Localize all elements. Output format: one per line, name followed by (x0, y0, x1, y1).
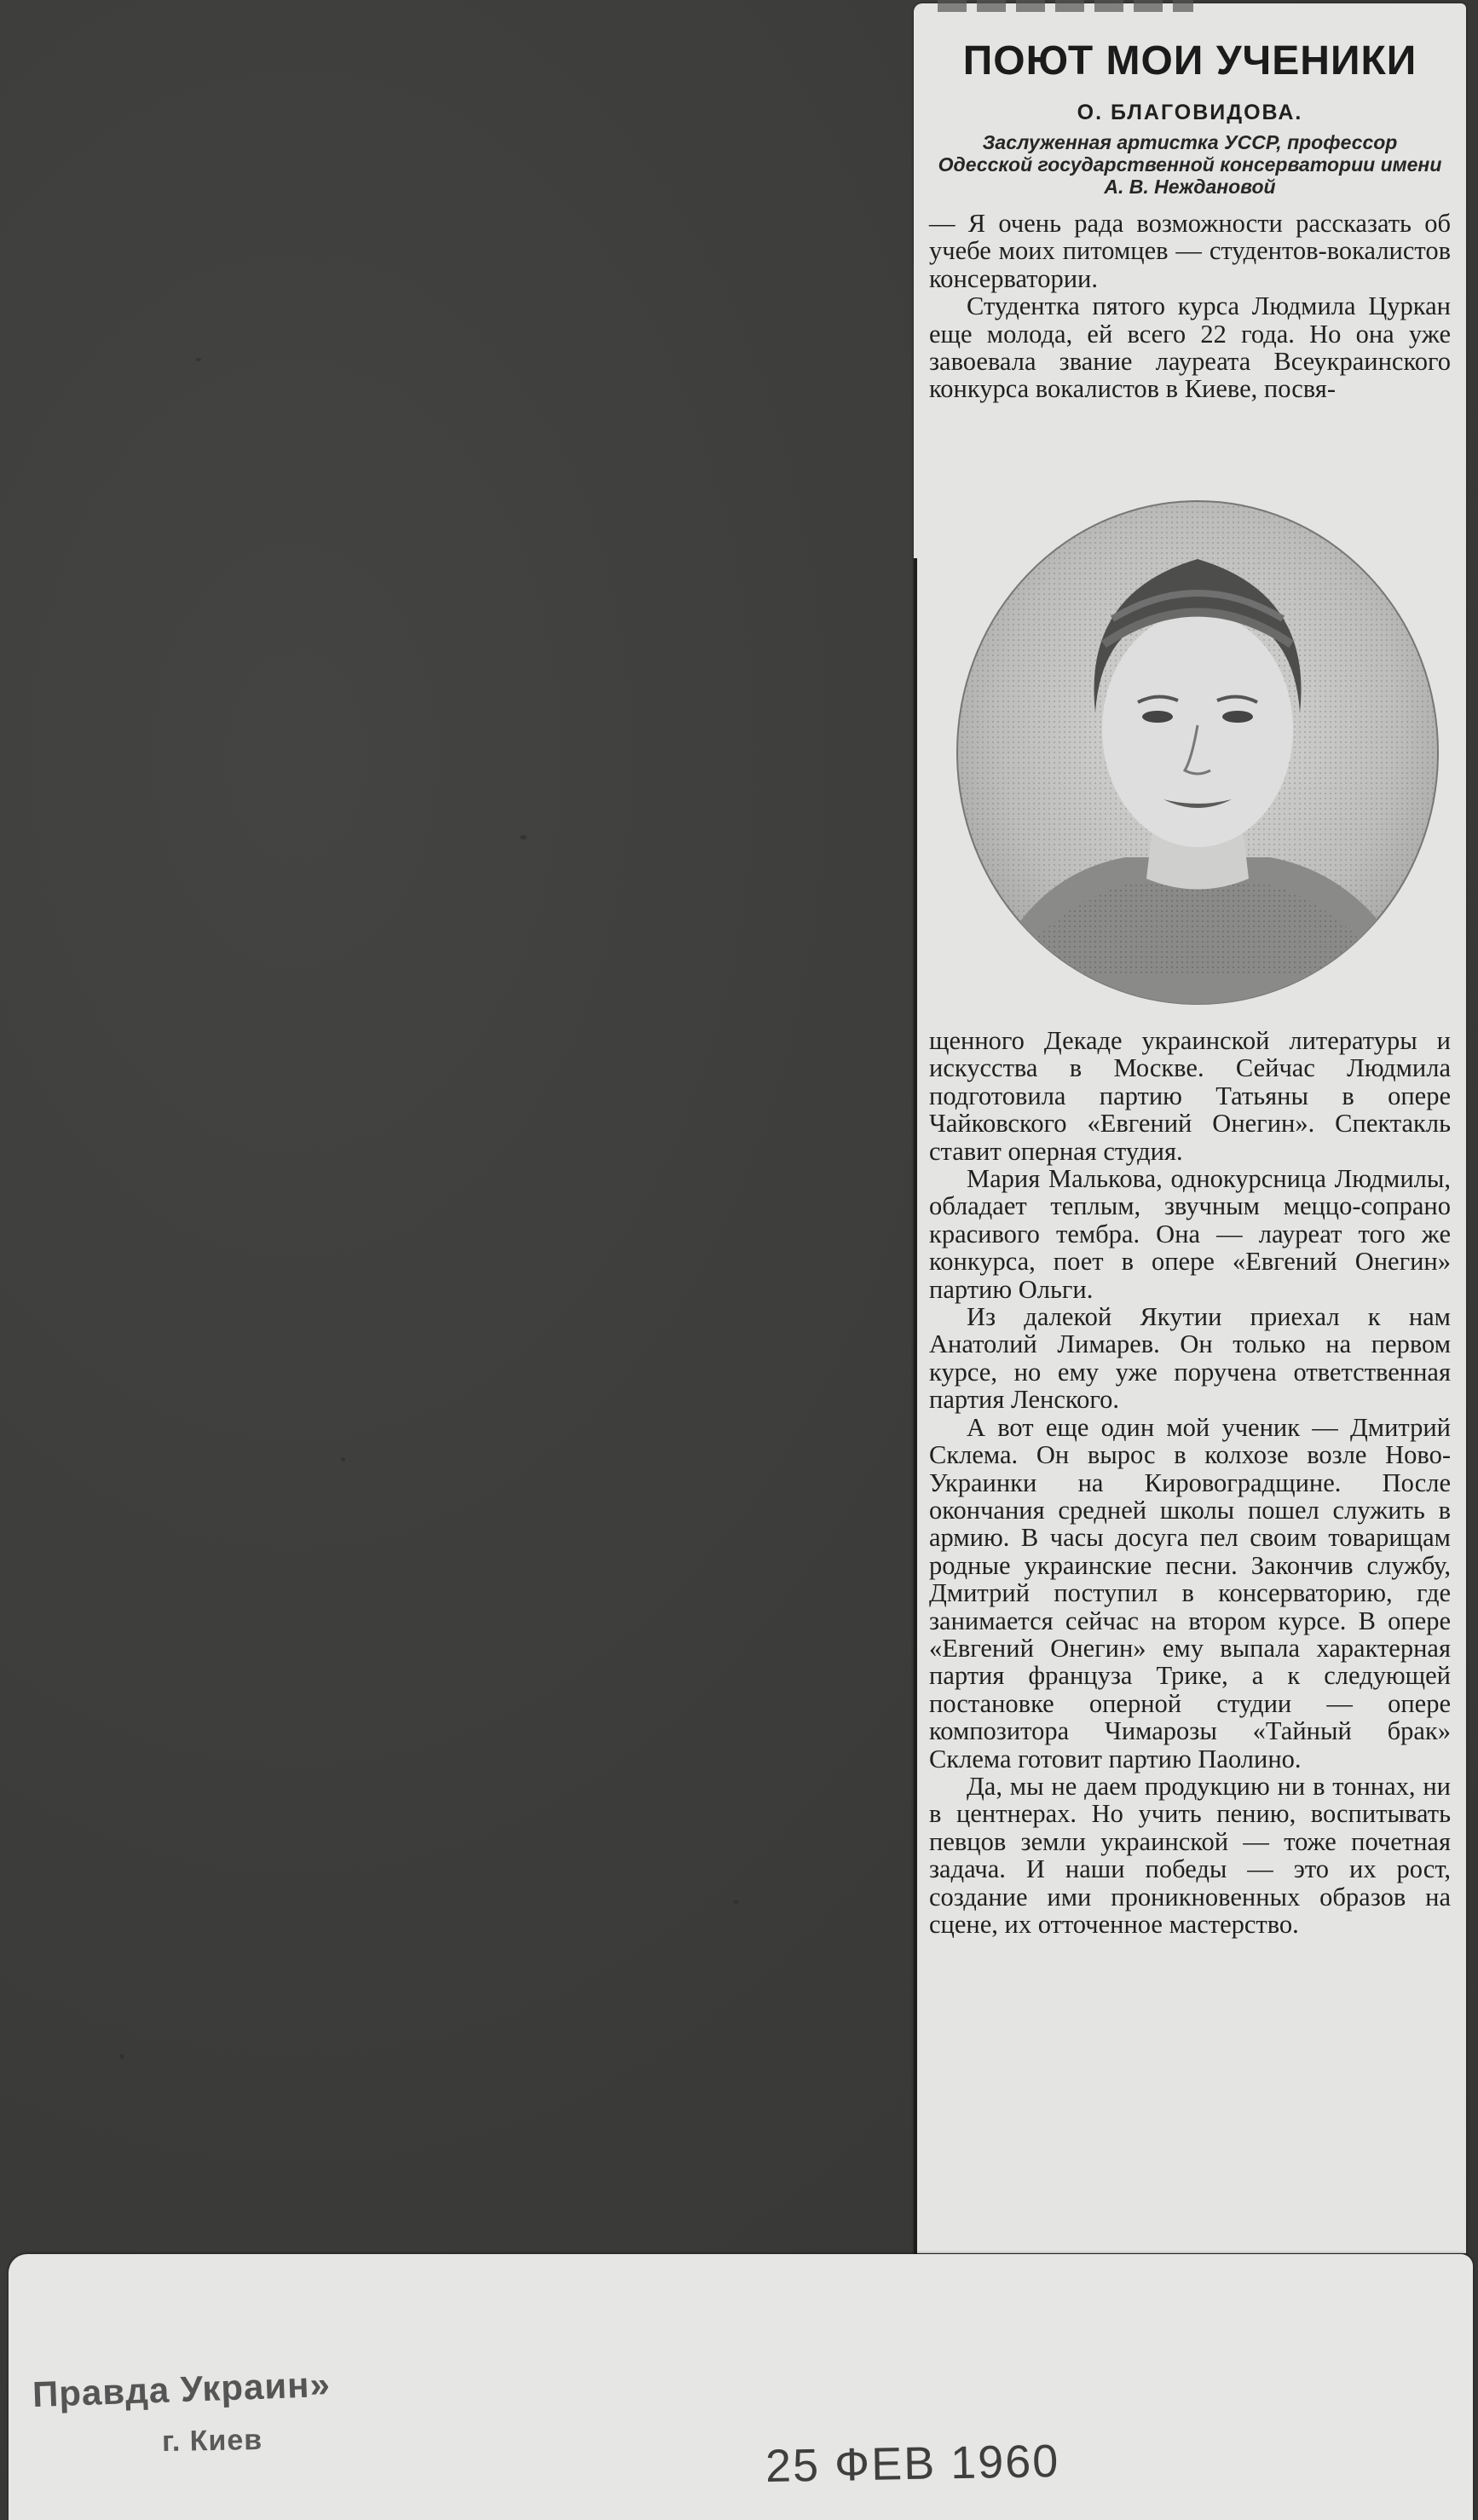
city-stamp: г. Киев (161, 2423, 263, 2459)
author-credentials: Заслуженная артистка УССР, профессор Одесской государственной консерватории имени А. В. Неждановой (938, 131, 1442, 198)
date-stamp: 25 ФЕВ 1960 (765, 2435, 1060, 2493)
paper-speck (520, 835, 527, 839)
article-author: О. БЛАГОВИДОВА. (1077, 101, 1303, 124)
article-paragraph: Студентка пятого курса Людмила Цуркан еще молода, ей всего 22 года. Но она уже завоевала звание лауреата Всеукраинского конкурса вокалистов в Киеве, посвя- (929, 291, 1451, 404)
torn-headline-fragment (938, 0, 1193, 12)
article-paragraph: — Я очень рада возможности рассказать об учебе моих питомцев — студентов-вокалистов консерватории. (929, 209, 1451, 293)
article-column-bottom (929, 1027, 1451, 1938)
article-column-top (929, 210, 1451, 403)
newspaper-clipping (914, 3, 1466, 2253)
article-paragraph: Да, мы не даем продукцию ни в тоннах, ни в центнерах. Но учить пению, воспитывать певцов земли украинской — тоже почетная задача. И наши победы — это их рост, создание ими проникновенных образов на сцене, их отточенное мастерство. (929, 1771, 1451, 1939)
paper-speck (196, 358, 201, 361)
article-paragraph: Из далекой Якутии приехал к нам Анатолий Лимарев. Он только на первом курсе, но ему уже поручена ответственная партия Ленского. (929, 1302, 1451, 1415)
article-title: ПОЮТ МОИ УЧЕНИКИ (962, 38, 1417, 84)
article-paragraph: Мария Малькова, однокурсница Людмилы, обладает теплым, звучным меццо-сопрано красивого тембра. Она — лауреат того же конкурса, поет в опере «Евгений Онегин» партию Ольги. (929, 1164, 1451, 1304)
paper-speck (341, 1457, 345, 1462)
portrait-photo (955, 499, 1440, 1006)
portrait-illustration (955, 499, 1440, 1006)
paper-speck (733, 1900, 739, 1904)
article-paragraph: щенного Декаде украинской литературы и искусства в Москве. Сейчас Людмила подготовила партию Татьяны в опере Чайковского «Евгений Онегин». Спектакль ставит оперная студия. (929, 1026, 1451, 1166)
clipping-edge-shadow (914, 558, 917, 2254)
article-paragraph: А вот еще один мой ученик — Дмитрий Склема. Он вырос в колхозе возле Ново-Украинки на Кировоградщине. После окончания средней школы пошел служить в армию. В часы досуга пел своим товарищам родные украинские песни. Закончив службу, Дмитрий поступил в консерваторию, где занимается сейчас на втором курсе. В опере «Евгений Онегин» ему выпала характерная партия француза Трике, а к следующей постановке оперной студии — опере композитора Чимарозы «Тайный брак» Склема готовит партию Паолино. (929, 1412, 1451, 1773)
newspaper-name-stamp: Правда Украин» (32, 2363, 332, 2415)
paper-speck (119, 2054, 124, 2059)
